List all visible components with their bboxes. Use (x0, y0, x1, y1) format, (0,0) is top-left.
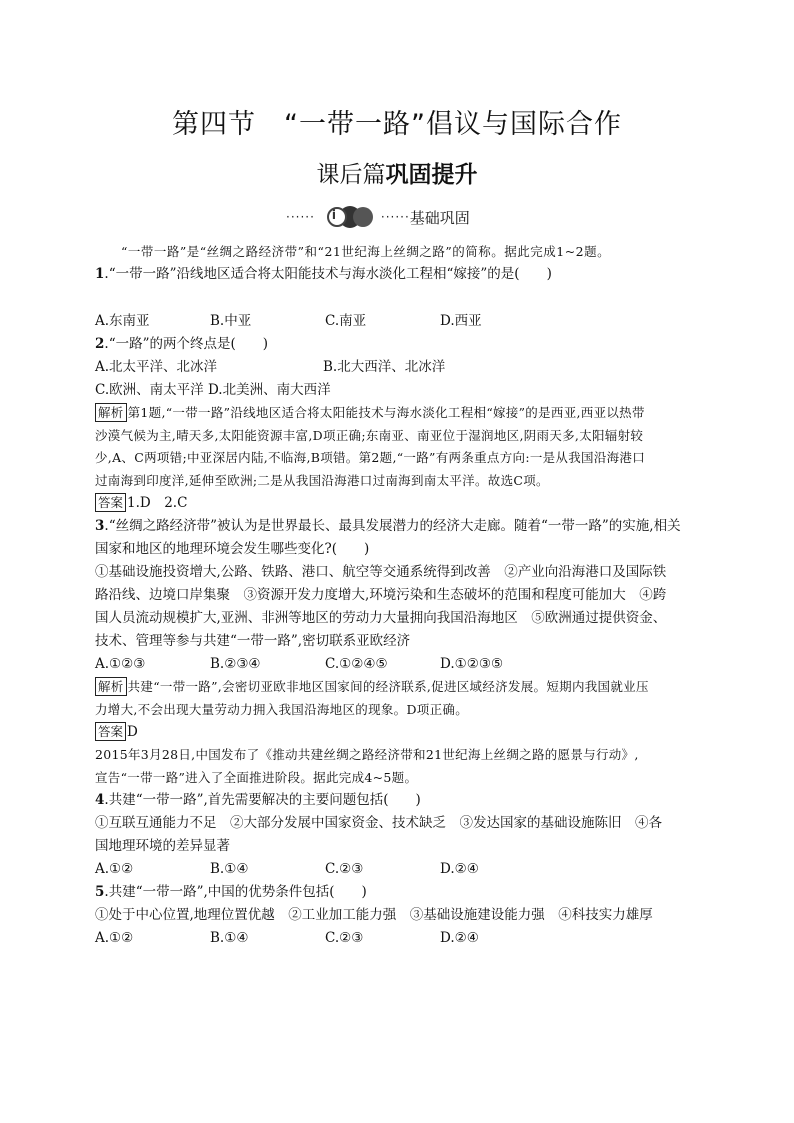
answer-tag: 答案 (95, 722, 126, 741)
analysis-tag: 解析 (95, 403, 127, 422)
question-2-options-row2 (95, 379, 705, 402)
analysis-line: 第1题,“一带一路”沿线地区适合将太阳能技术与海水淡化工程相“嫁接”的是西亚,西亚以热带 (127, 405, 645, 420)
question-number: 2 (95, 336, 105, 352)
question-text-line: 技术、管理等参与共建“一带一路”,密切联系亚欧经济 (95, 633, 411, 649)
option-d[interactable]: D.①②③⑤ (440, 656, 504, 672)
answer-tag: 答案 (95, 493, 126, 512)
question-5 (95, 881, 705, 904)
section-circles-icon (321, 206, 373, 228)
option-c[interactable]: C.①②④⑤ (325, 656, 388, 672)
subtitle-plain: 课后篇 (316, 162, 386, 188)
intro-4-5: 2015年3月28日,中国发布了《推动共建丝绸之路经济带和21世纪海上丝绸之路的愿景与行动》, (95, 747, 639, 762)
section-header (286, 205, 526, 229)
question-text-line: ①互联互通能力不足 ②大部分发展中国家资金、技术缺乏 ③发达国家的基础设施陈旧 ④各 (95, 815, 662, 831)
question-text: .共建“一带一路”,中国的优势条件包括( ) (104, 884, 367, 900)
option-b[interactable]: B.①④ (210, 930, 249, 946)
question-text-line: ①基础设施投资增大,公路、铁路、港口、航空等交通系统得到改善 ②产业向沿海港口及国际铁 (95, 564, 667, 580)
option-b[interactable]: B.中亚 (210, 313, 252, 329)
option-d[interactable]: D.北美洲、南大西洋 (207, 382, 331, 398)
question-text: .“一带一路”沿线地区适合将太阳能技术与海水淡化工程相“嫁接”的是( ) (104, 266, 552, 282)
section-dots-left: ······ (286, 210, 315, 224)
option-d[interactable]: D.②④ (440, 861, 479, 877)
analysis-3 (95, 676, 705, 699)
option-a[interactable]: A.东南亚 (95, 313, 150, 329)
question-1 (95, 263, 705, 286)
option-c[interactable]: C.欧洲、南太平洋 (95, 382, 204, 398)
question-2-options-row1 (95, 356, 705, 379)
option-d[interactable]: D.西亚 (440, 313, 482, 329)
question-text-line: ①处于中心位置,地理位置优越 ②工业加工能力强 ③基础设施建设能力强 ④科技实力雄厚 (95, 907, 653, 923)
option-c[interactable]: C.②③ (325, 930, 364, 946)
analysis-line: 少,A、C两项错;中亚深居内陆,不临海,B项错。第2题,“一路”有两条重点方向:一是从我国沿海港口 (95, 450, 646, 465)
page-title: 第四节 “一带一路”倡议与国际合作 (172, 109, 622, 140)
answer-value: 1.D 2.C (127, 495, 188, 511)
intro-4-5-line: 宣告“一带一路”进入了全面推进阶段。据此完成4~5题。 (95, 769, 418, 785)
page-subtitle (0, 156, 794, 189)
option-a[interactable]: A.①②③ (95, 656, 146, 672)
question-1-options (95, 310, 705, 333)
subtitle-bold: 巩固提升 (385, 162, 478, 188)
analysis-line: 沙漠气候为主,晴天多,太阳能资源丰富,D项正确;东南亚、南亚位于湿润地区,阴雨天多,太阳辐射较 (95, 427, 644, 443)
question-4-options (95, 858, 705, 881)
question-2 (95, 333, 705, 356)
analysis-tag: 解析 (95, 677, 127, 696)
analysis-line: 力增大,不会出现大量劳动力拥入我国沿海地区的现象。D项正确。 (95, 701, 468, 717)
question-3-options (95, 653, 705, 676)
option-b[interactable]: B.②③④ (210, 656, 261, 672)
question-number: 1 (95, 266, 105, 282)
question-number: 3 (95, 518, 105, 534)
question-text-line: 国家和地区的地理环境会发生哪些变化?( ) (95, 541, 370, 557)
option-b[interactable]: B.①④ (210, 861, 249, 877)
question-text-line: 国地理环境的差异显著 (95, 838, 230, 854)
content-body (95, 240, 705, 950)
section-dots-right: ······ (380, 210, 410, 224)
option-a[interactable]: A.北太平洋、北冰洋 (95, 359, 218, 375)
answer-3 (95, 721, 705, 744)
option-b[interactable]: B.北大西洋、北冰洋 (323, 359, 446, 375)
question-4 (95, 789, 705, 812)
answer-1-2 (95, 492, 705, 515)
question-5-options (95, 927, 705, 950)
section-label: 基础巩固 (409, 208, 470, 227)
question-number: 5 (95, 884, 105, 900)
analysis-line: 共建“一带一路”,会密切亚欧非地区国家间的经济联系,促进区域经济发展。短期内我国就业压 (127, 679, 649, 694)
question-3 (95, 515, 705, 538)
option-a[interactable]: A.①② (95, 930, 134, 946)
question-text: .“一路”的两个终点是( ) (104, 336, 269, 352)
question-text: .“丝绸之路经济带”被认为是世界最长、最具发展潜力的经济大走廊。随着“一带一路”的实施,相关 (104, 518, 681, 534)
question-text-line: 路沿线、边境口岸集聚 ③资源开发力度增大,环境污染和生态破坏的范围和程度可能加大 ④跨 (95, 587, 667, 603)
answer-value: D (127, 724, 138, 740)
analysis-line: 过南海到印度洋,延伸至欧洲;二是从我国沿海港口过南海到南太平洋。故选C项。 (95, 472, 549, 488)
intro-1-2: “一带一路”是“丝绸之路经济带”和“21世纪海上丝绸之路”的简称。据此完成1~2题。 (121, 244, 611, 259)
section-badge-text: i (331, 208, 337, 222)
analysis-1-2 (95, 402, 705, 425)
option-c[interactable]: C.南亚 (325, 313, 367, 329)
option-a[interactable]: A.①② (95, 861, 134, 877)
question-text: .共建“一带一路”,首先需要解决的主要问题包括( ) (104, 792, 421, 808)
option-d[interactable]: D.②④ (440, 930, 479, 946)
question-number: 4 (95, 792, 105, 808)
option-c[interactable]: C.②③ (325, 861, 364, 877)
question-text-line: 国人员流动规模扩大,亚洲、非洲等地区的劳动力大量拥向我国沿海地区 ⑤欧洲通过提供资金、 (95, 610, 667, 626)
